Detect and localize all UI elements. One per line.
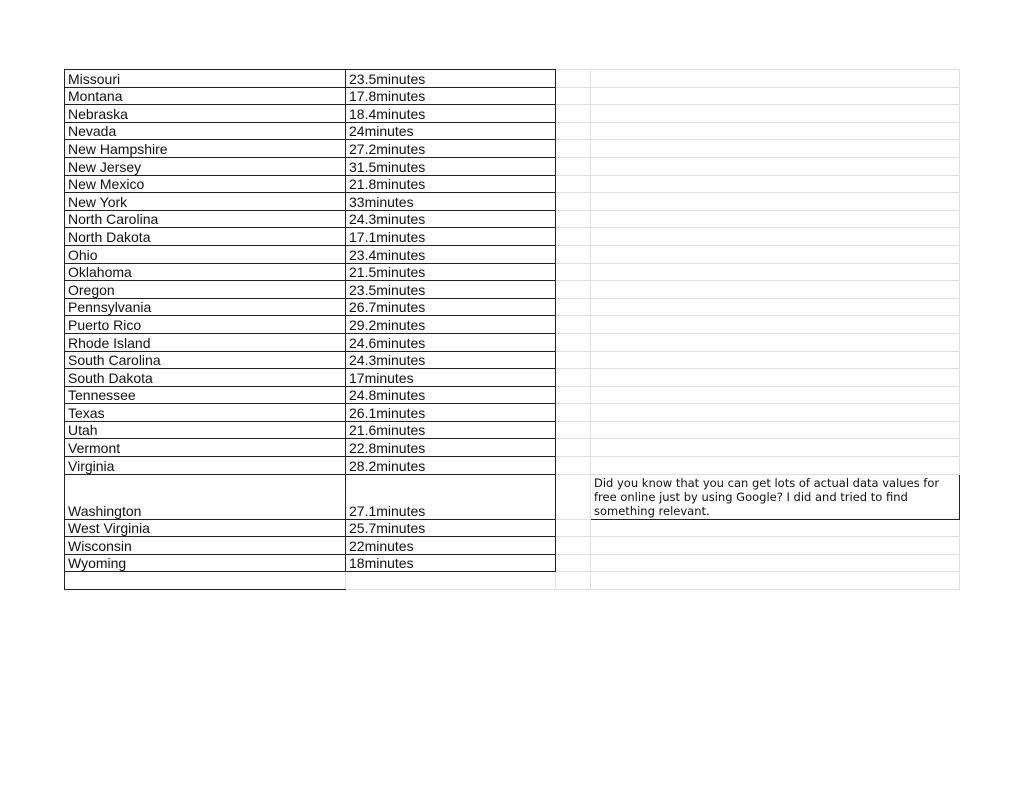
- commute-cell[interactable]: 18.4minutes: [346, 105, 556, 123]
- table-row: [65, 157, 960, 175]
- empty-cell[interactable]: [591, 333, 960, 351]
- state-cell[interactable]: New Hampshire: [65, 140, 346, 158]
- commute-cell[interactable]: 21.8minutes: [346, 175, 556, 193]
- table-row: [65, 316, 960, 334]
- commute-cell[interactable]: 24.6minutes: [346, 333, 556, 351]
- empty-cell[interactable]: [556, 439, 591, 457]
- state-cell[interactable]: Puerto Rico: [65, 316, 346, 334]
- empty-cell[interactable]: [556, 175, 591, 193]
- table-row: [65, 193, 960, 211]
- empty-cell[interactable]: [556, 421, 591, 439]
- commute-cell[interactable]: 25.7minutes: [346, 519, 556, 537]
- commute-cell[interactable]: 18minutes: [346, 554, 556, 572]
- commute-cell[interactable]: 24minutes: [346, 122, 556, 140]
- state-cell[interactable]: West Virginia: [65, 519, 346, 537]
- table-row: [65, 210, 960, 228]
- empty-cell[interactable]: [591, 386, 960, 404]
- state-cell[interactable]: Montana: [65, 87, 346, 105]
- commute-cell[interactable]: 22minutes: [346, 537, 556, 555]
- state-cell[interactable]: New Mexico: [65, 175, 346, 193]
- empty-cell[interactable]: [65, 572, 346, 590]
- empty-cell[interactable]: [346, 572, 556, 590]
- commute-cell[interactable]: 23.5minutes: [346, 281, 556, 299]
- commute-cell[interactable]: 17.1minutes: [346, 228, 556, 246]
- commute-cell[interactable]: 31.5minutes: [346, 157, 556, 175]
- empty-cell[interactable]: [591, 554, 960, 572]
- empty-cell[interactable]: [556, 105, 591, 123]
- table-row: [65, 386, 960, 404]
- state-cell[interactable]: Missouri: [65, 70, 346, 88]
- table-row: [65, 519, 960, 537]
- state-cell[interactable]: Utah: [65, 421, 346, 439]
- empty-cell[interactable]: [591, 281, 960, 299]
- state-cell[interactable]: Pennsylvania: [65, 298, 346, 316]
- empty-cell[interactable]: [556, 70, 591, 88]
- table-row: [65, 87, 960, 105]
- commute-cell[interactable]: 33minutes: [346, 193, 556, 211]
- empty-cell[interactable]: [556, 157, 591, 175]
- empty-cell[interactable]: [556, 193, 591, 211]
- empty-cell[interactable]: [591, 70, 960, 88]
- empty-cell[interactable]: [591, 404, 960, 422]
- empty-cell[interactable]: [591, 519, 960, 537]
- commute-cell[interactable]: 21.6minutes: [346, 421, 556, 439]
- table-row: [65, 554, 960, 572]
- commute-cell[interactable]: 24.3minutes: [346, 351, 556, 369]
- data-table: [64, 69, 960, 590]
- commute-cell[interactable]: 17.8minutes: [346, 87, 556, 105]
- state-cell[interactable]: Nevada: [65, 122, 346, 140]
- empty-cell[interactable]: [556, 263, 591, 281]
- empty-cell[interactable]: [591, 572, 960, 590]
- state-cell[interactable]: South Carolina: [65, 351, 346, 369]
- state-cell[interactable]: Oregon: [65, 281, 346, 299]
- state-cell[interactable]: Vermont: [65, 439, 346, 457]
- table-row: [65, 70, 960, 88]
- commute-cell[interactable]: 29.2minutes: [346, 316, 556, 334]
- empty-cell[interactable]: [591, 122, 960, 140]
- empty-cell[interactable]: [591, 316, 960, 334]
- state-cell[interactable]: Wyoming: [65, 554, 346, 572]
- state-cell[interactable]: North Carolina: [65, 210, 346, 228]
- empty-cell[interactable]: [556, 210, 591, 228]
- empty-cell[interactable]: [556, 298, 591, 316]
- commute-cell[interactable]: 27.2minutes: [346, 140, 556, 158]
- table-row: [65, 245, 960, 263]
- empty-cell[interactable]: [591, 439, 960, 457]
- empty-cell[interactable]: [591, 193, 960, 211]
- commute-cell[interactable]: 27.1minutes: [346, 474, 556, 519]
- table-row: [65, 122, 960, 140]
- table-row: [65, 474, 960, 519]
- empty-cell[interactable]: [591, 140, 960, 158]
- empty-cell[interactable]: [556, 351, 591, 369]
- table-row: [65, 572, 960, 590]
- state-cell[interactable]: Nebraska: [65, 105, 346, 123]
- table-row: [65, 281, 960, 299]
- state-cell[interactable]: Virginia: [65, 457, 346, 475]
- empty-cell[interactable]: [591, 228, 960, 246]
- commute-cell[interactable]: 24.8minutes: [346, 386, 556, 404]
- state-cell[interactable]: Ohio: [65, 245, 346, 263]
- empty-cell[interactable]: [591, 351, 960, 369]
- table-row: [65, 140, 960, 158]
- empty-cell[interactable]: [556, 369, 591, 387]
- empty-cell[interactable]: [591, 298, 960, 316]
- table-row: [65, 105, 960, 123]
- table-row: [65, 298, 960, 316]
- commute-cell[interactable]: 22.8minutes: [346, 439, 556, 457]
- empty-cell[interactable]: [556, 333, 591, 351]
- empty-cell[interactable]: [556, 572, 591, 590]
- empty-cell[interactable]: [591, 537, 960, 555]
- empty-cell[interactable]: [591, 105, 960, 123]
- empty-cell[interactable]: [591, 157, 960, 175]
- commute-cell[interactable]: 24.3minutes: [346, 210, 556, 228]
- table-row: [65, 369, 960, 387]
- state-cell[interactable]: New Jersey: [65, 157, 346, 175]
- empty-cell[interactable]: [591, 210, 960, 228]
- empty-cell[interactable]: [556, 140, 591, 158]
- state-cell[interactable]: Oklahoma: [65, 263, 346, 281]
- commute-cell[interactable]: 26.1minutes: [346, 404, 556, 422]
- state-cell[interactable]: North Dakota: [65, 228, 346, 246]
- state-cell[interactable]: South Dakota: [65, 369, 346, 387]
- table-row: [65, 351, 960, 369]
- state-cell[interactable]: New York: [65, 193, 346, 211]
- empty-cell[interactable]: [556, 228, 591, 246]
- empty-cell[interactable]: [556, 554, 591, 572]
- table-row: [65, 333, 960, 351]
- commute-cell[interactable]: 23.4minutes: [346, 245, 556, 263]
- table-row: [65, 439, 960, 457]
- empty-cell[interactable]: [556, 87, 591, 105]
- empty-cell[interactable]: [591, 87, 960, 105]
- table-row: [65, 537, 960, 555]
- table-row: [65, 263, 960, 281]
- table-row: [65, 228, 960, 246]
- table-row: [65, 421, 960, 439]
- commute-cell[interactable]: 26.7minutes: [346, 298, 556, 316]
- empty-cell[interactable]: [556, 386, 591, 404]
- state-cell[interactable]: Wisconsin: [65, 537, 346, 555]
- state-cell[interactable]: Rhode Island: [65, 333, 346, 351]
- table-row: [65, 404, 960, 422]
- empty-cell[interactable]: [591, 263, 960, 281]
- state-cell[interactable]: Tennessee: [65, 386, 346, 404]
- commute-cell[interactable]: 23.5minutes: [346, 70, 556, 88]
- note-cell[interactable]: Did you know that you can get lots of actual data values for free online just by using Google? I did and tried to find something relevant.: [591, 474, 960, 519]
- empty-cell[interactable]: [556, 457, 591, 475]
- empty-cell[interactable]: [556, 404, 591, 422]
- state-cell[interactable]: Washington: [65, 474, 346, 519]
- commute-cell[interactable]: 21.5minutes: [346, 263, 556, 281]
- commute-cell[interactable]: 17minutes: [346, 369, 556, 387]
- empty-cell[interactable]: [556, 281, 591, 299]
- spreadsheet: [64, 69, 960, 590]
- empty-cell[interactable]: [556, 537, 591, 555]
- empty-cell[interactable]: [591, 369, 960, 387]
- empty-cell[interactable]: [591, 245, 960, 263]
- commute-cell[interactable]: 28.2minutes: [346, 457, 556, 475]
- empty-cell[interactable]: [556, 122, 591, 140]
- state-cell[interactable]: Texas: [65, 404, 346, 422]
- empty-cell[interactable]: [556, 474, 591, 519]
- empty-cell[interactable]: [556, 316, 591, 334]
- empty-cell[interactable]: [591, 175, 960, 193]
- empty-cell[interactable]: [591, 421, 960, 439]
- empty-cell[interactable]: [556, 245, 591, 263]
- table-row: [65, 175, 960, 193]
- empty-cell[interactable]: [591, 457, 960, 475]
- empty-cell[interactable]: [556, 519, 591, 537]
- table-row: [65, 457, 960, 475]
